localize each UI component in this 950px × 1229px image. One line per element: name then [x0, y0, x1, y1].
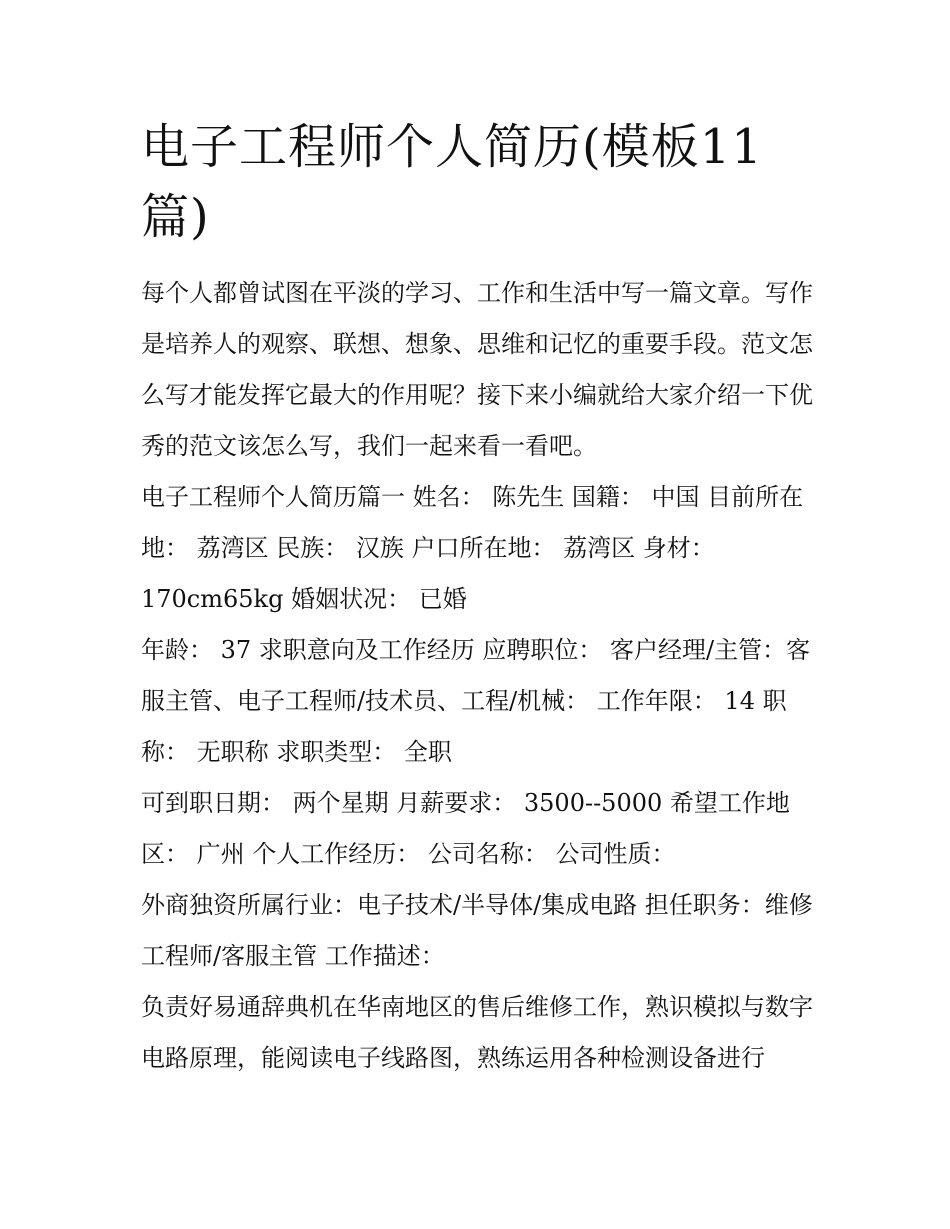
job-description-paragraph: 负责好易通辞典机在华南地区的售后维修工作，熟识模拟与数字电路原理，能阅读电子线路图，熟练运用各种检测设备进行 [141, 993, 813, 1072]
company-info-paragraph: 外商独资所属行业：电子技术/半导体/集成电路 担任职务：维修工程师/客服主管 工作描述： [141, 891, 813, 970]
document-title: 电子工程师个人简历(模板11篇) [141, 119, 763, 245]
document-page [141, 112, 816, 1084]
job-intent-paragraph: 年龄： 37 求职意向及工作经历 应聘职位： 客户经理/主管：客服主管、电子工程师/技术员、工程/机械： 工作年限： 14 职称： 无职称 求职类型： 全职 [141, 636, 811, 766]
intro-paragraph: 每个人都曾试图在平淡的学习、工作和生活中写一篇文章。写作是培养人的观察、联想、想象、思维和记忆的重要手段。范文怎么写才能发挥它最大的作用呢？接下来小编就给大家介绍一下优秀的范文该怎么写，我们一起来看一看吧。 [141, 279, 813, 460]
personal-info-paragraph: 电子工程师个人简历篇一 姓名： 陈先生 国籍： 中国 目前所在地： 荔湾区 民族： 汉族 户口所在地： 荔湾区 身材：170cm65kg 婚姻状况： 已婚 [141, 483, 804, 613]
availability-paragraph: 可到职日期： 两个星期 月薪要求： 3500--5000 希望工作地区： 广州 个人工作经历： 公司名称： 公司性质： [141, 789, 790, 868]
